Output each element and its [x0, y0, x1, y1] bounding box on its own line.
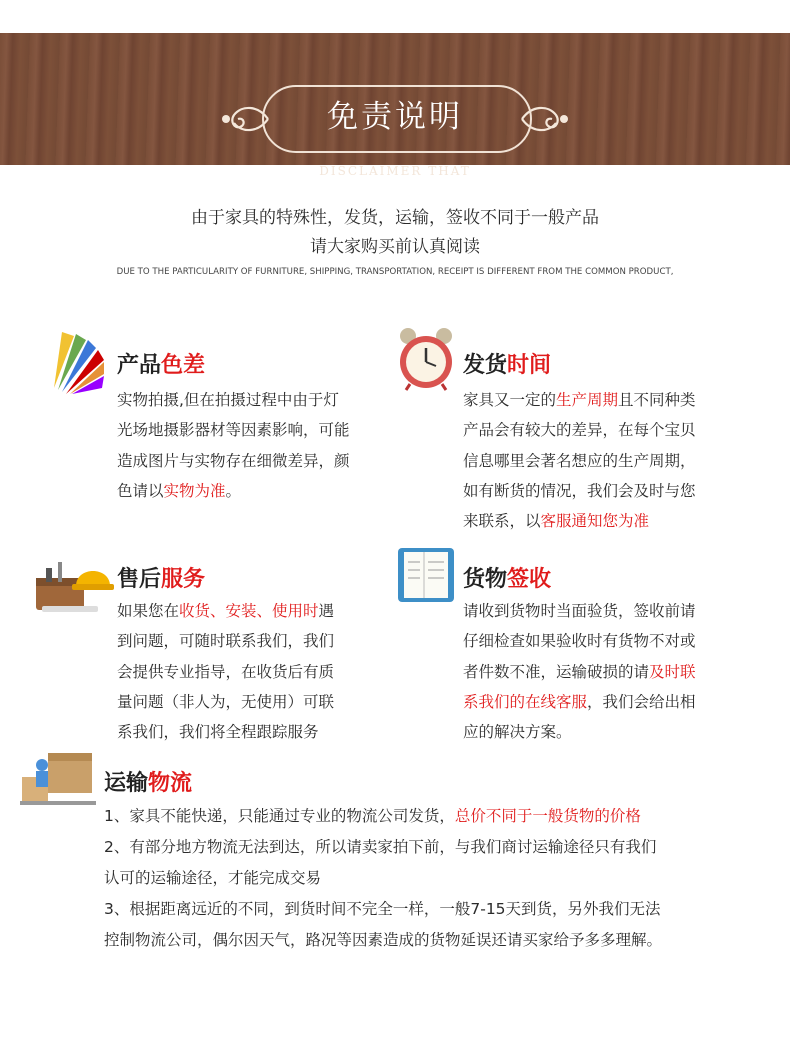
color-swatch-icon: [52, 328, 106, 396]
toolbox-helmet-icon: [28, 550, 114, 614]
logistics-title: 运输物流: [104, 771, 193, 796]
color-text: 实物拍摄,但在拍摄过程中由于灯 光场地摄影器材等因素影响，可能 造成图片与实物存在细微差异，颜 色请以实物为准。: [117, 391, 350, 500]
intro-english: DUE TO THE PARTICULARITY OF FURNITURE, SHIPPING, TRANSPORTATION, RECEIPT IS DIFFERENT FROM THE COMMON PRODUCT,: [116, 267, 674, 277]
service-title: 售后服务: [117, 567, 206, 592]
intro-line-1: 由于家具的特殊性，发货，运输，签收不同于一般产品: [191, 208, 599, 228]
notebook-icon: [396, 546, 456, 604]
alarm-clock-icon: [396, 326, 456, 392]
page-title: 免责说明: [327, 99, 463, 135]
delivery-text: 家具又一定的生产周期且不同种类 产品会有较大的差异，在每个宝贝 信息哪里会著名想应的生产周期， 如有断货的情况，我们会及时与您 来联系，以客服通知您为准: [463, 391, 696, 531]
service-text: 如果您在收货、安装、使用时遇 到问题，可随时联系我们，我们 会提供专业指导，在收货后有质 量问题（非人为，无使用）可联 系我们，我们将全程跟踪服务: [117, 602, 335, 742]
receipt-title: 货物签收: [463, 567, 552, 592]
page-subtitle: DISCLAIMER THAT: [319, 164, 471, 178]
intro-line-2: 请大家购买前认真阅读: [310, 237, 480, 257]
receipt-text: 请收到货物时当面验货，签收前请 仔细检查如果验收时有货物不对或 者件数不准，运输破损的请及时联 系我们的在线客服，我们会给出相 应的解决方案。: [463, 602, 696, 742]
color-title: 产品色差: [117, 353, 206, 378]
delivery-title: 发货时间: [463, 353, 552, 378]
header-banner: [0, 33, 790, 178]
logistics-text: 1、家具不能快递，只能通过专业的物流公司发货，总价不同于一般货物的价格 2、有部分地方物流无法到达，所以请卖家拍下前，与我们商讨运输途径只有我们 认可的运输途径，才能完成交易 3、根据距离远近的不同，到货时间不完全一样，一般7-15天到货，另外我们无法 控制物流公司，偶尔因天气，路况等因素造成的货物延误还请买家给予多多理解。: [104, 807, 663, 949]
delivery-boxes-icon: [20, 745, 96, 805]
